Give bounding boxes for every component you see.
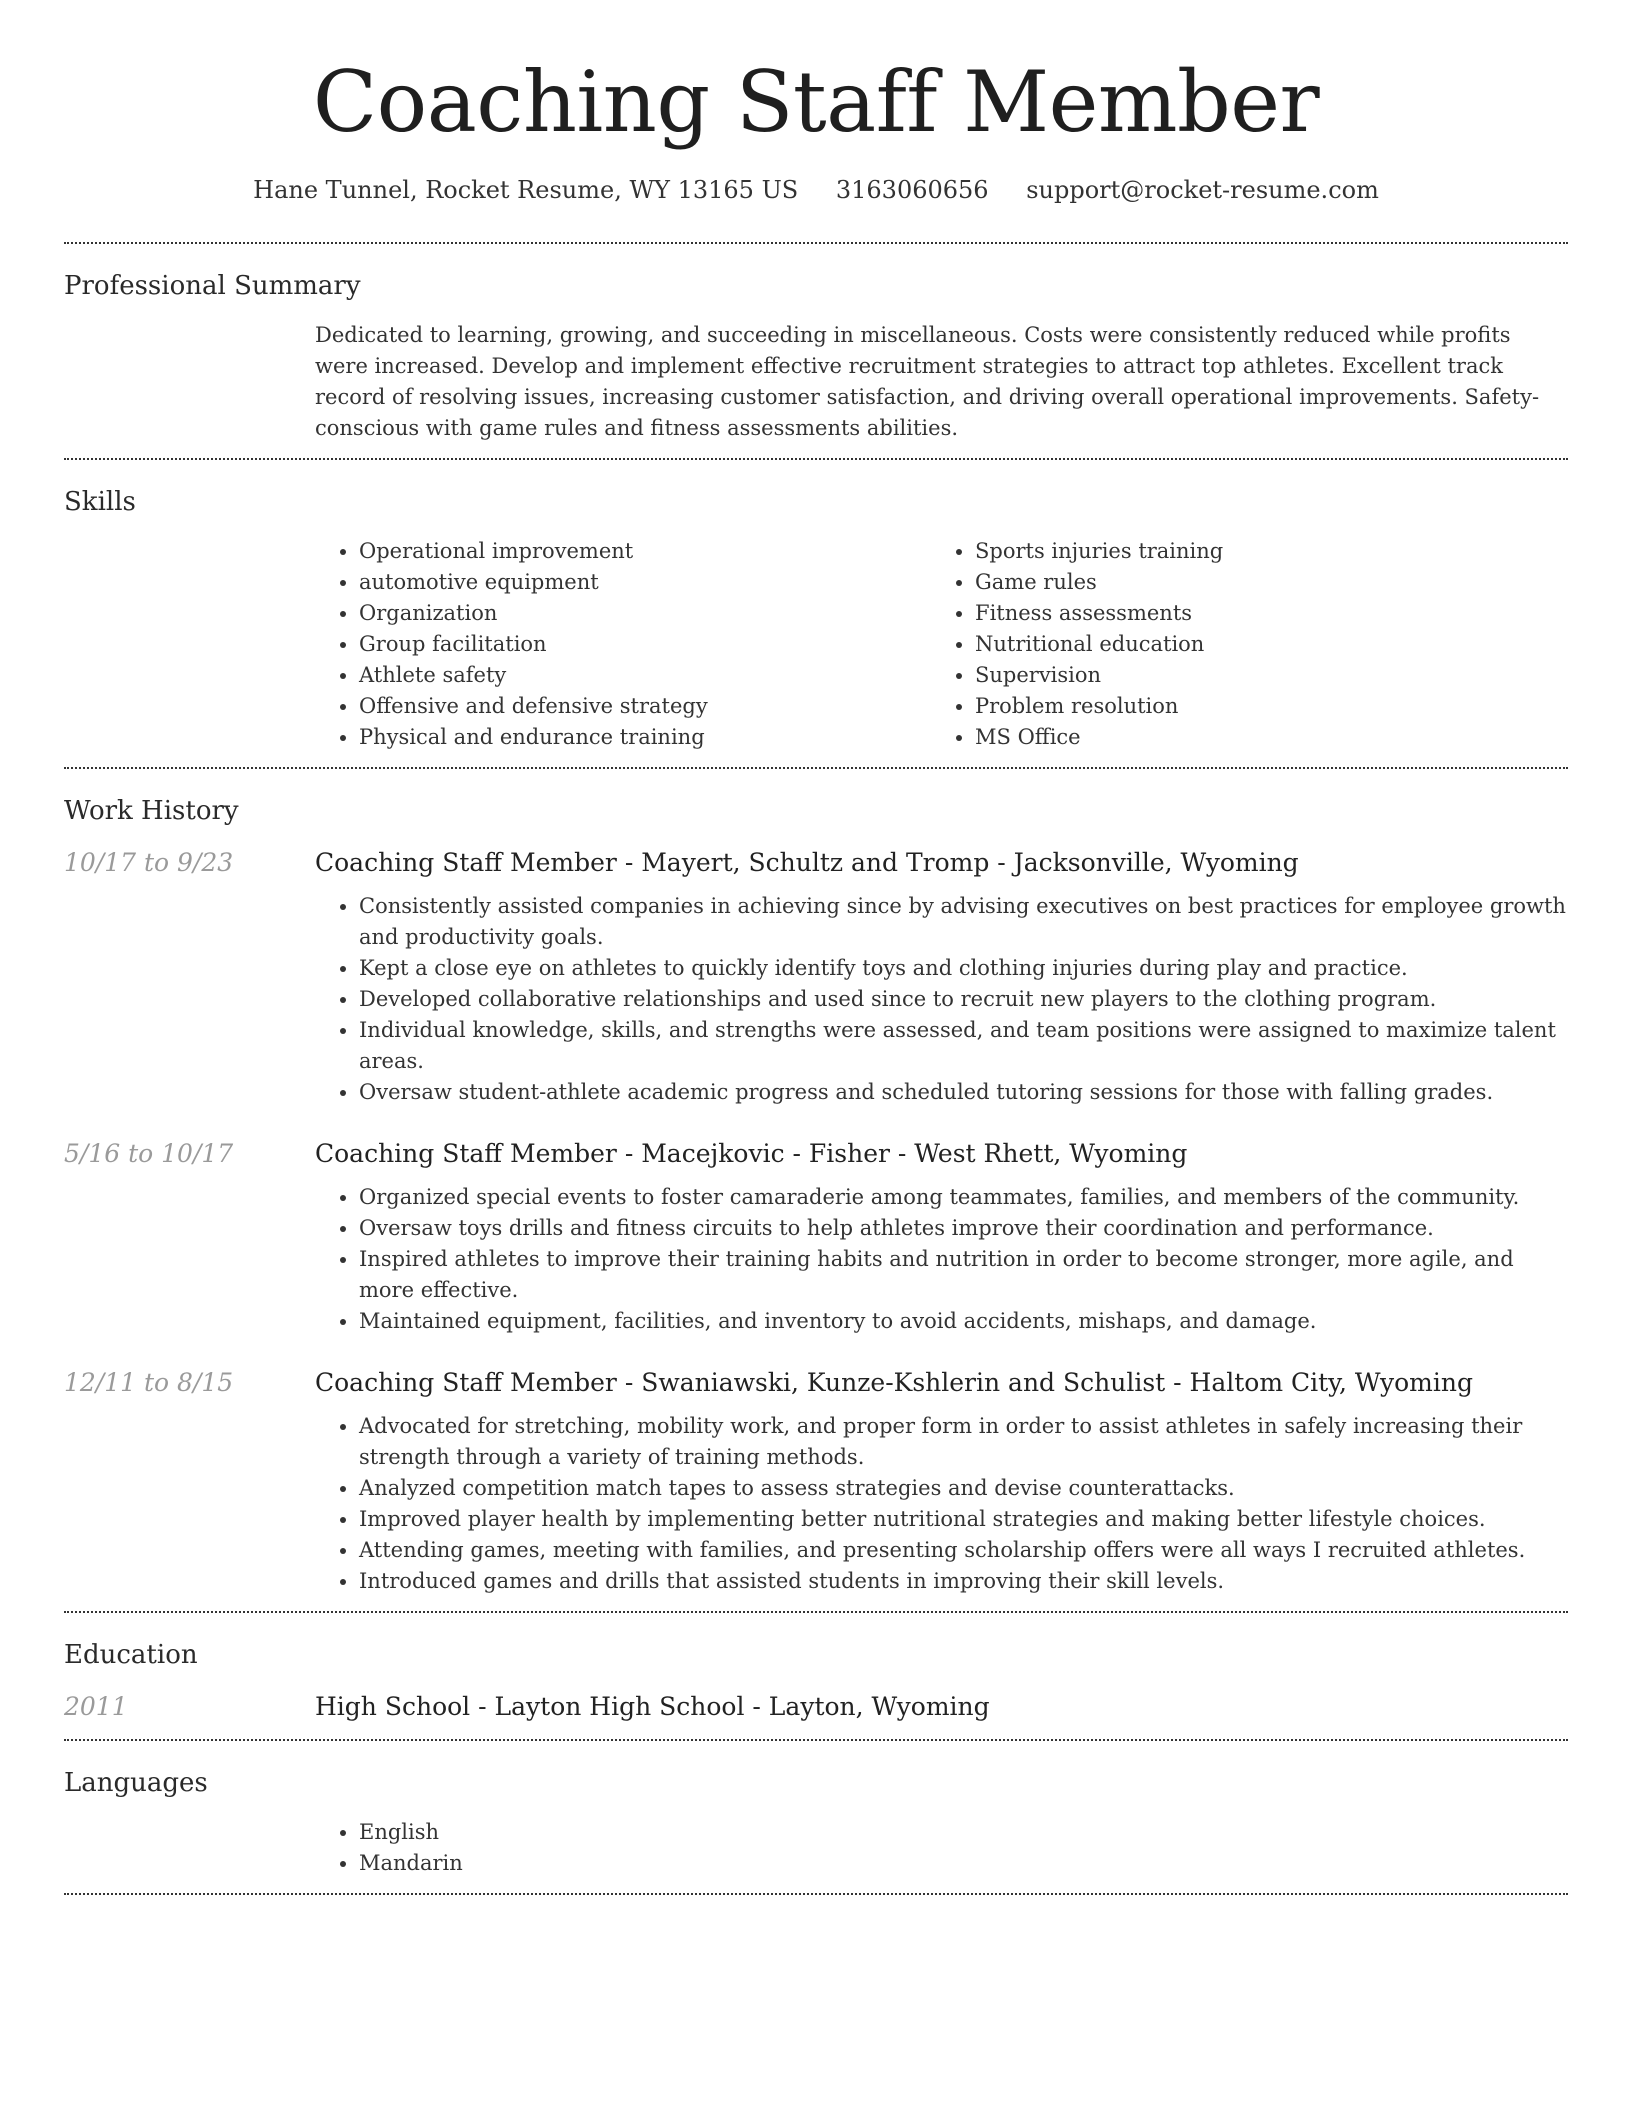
skills-list-left	[315, 536, 931, 753]
skills-column-left	[315, 536, 931, 753]
languages-body	[315, 1817, 1568, 1879]
language-item: • English	[359, 1817, 1568, 1848]
work-bullet: • Individual knowledge, skills, and strengths were assessed, and team positions were assigned to maximize talent areas.	[359, 1015, 1568, 1077]
work-bullet: • Organized special events to foster camaraderie among teammates, families, and members of the community.	[359, 1182, 1568, 1213]
work-history-section	[64, 769, 1568, 1611]
skill-item: • Sports injuries training	[975, 536, 1547, 567]
work-bullet: • Oversaw student-athlete academic progress and scheduled tutoring sessions for those with falling grades.	[359, 1077, 1568, 1108]
work-history-heading: Work History	[64, 796, 239, 826]
contact-line	[64, 172, 1568, 208]
skill-item: • Group facilitation	[359, 629, 931, 660]
languages-section	[64, 1741, 1568, 1893]
work-bullet: • Inspired athletes to improve their training habits and nutrition in order to become stronger, more agile, and more effective.	[359, 1244, 1568, 1306]
skills-heading: Skills	[64, 487, 136, 517]
education-heading: Education	[64, 1640, 198, 1670]
skill-item: • Nutritional education	[975, 629, 1547, 660]
work-entry-details	[315, 1136, 1568, 1337]
languages-heading: Languages	[64, 1768, 208, 1798]
language-item: • Mandarin	[359, 1848, 1568, 1879]
summary-body	[315, 320, 1568, 444]
skill-item: • Athlete safety	[359, 660, 931, 691]
candidate-name: Coaching Staff Member	[312, 53, 1320, 151]
work-entry	[64, 1136, 1568, 1337]
work-bullet: • Kept a close eye on athletes to quickly identify toys and clothing injuries during play and practice.	[359, 953, 1568, 984]
skill-item: • Organization	[359, 598, 931, 629]
skills-section	[64, 460, 1568, 767]
work-entry-details	[315, 845, 1568, 1108]
skill-item: • automotive equipment	[359, 567, 931, 598]
work-entry	[64, 1365, 1568, 1597]
work-entry-bullets	[315, 1182, 1568, 1337]
skill-item: • Offensive and defensive strategy	[359, 691, 931, 722]
skill-item: • Problem resolution	[975, 691, 1547, 722]
education-section	[64, 1613, 1568, 1739]
work-bullet: • Introduced games and drills that assisted students in improving their skill levels.	[359, 1566, 1568, 1597]
work-bullet: • Consistently assisted companies in achieving since by advising executives on best practices for employee growth and productivity goals.	[359, 891, 1568, 953]
skills-grid	[315, 536, 1568, 753]
resume-header	[64, 0, 1568, 208]
work-entry-date: 5/16 to 10/17	[64, 1139, 234, 1168]
work-entry-details	[315, 1365, 1568, 1597]
work-bullet: • Developed collaborative relationships and used since to recruit new players to the clothing program.	[359, 984, 1568, 1015]
work-entry-date: 10/17 to 9/23	[64, 848, 234, 877]
languages-list	[315, 1817, 1568, 1879]
education-title: High School - Layton High School - Layton, Wyoming	[315, 1692, 990, 1721]
work-bullet: • Oversaw toys drills and fitness circuits to help athletes improve their coordination and performance.	[359, 1213, 1568, 1244]
skill-item: • Physical and endurance training	[359, 722, 931, 753]
education-details	[315, 1689, 1568, 1725]
summary-section	[64, 244, 1568, 458]
education-date: 2011	[64, 1692, 128, 1721]
summary-text: Dedicated to learning, growing, and succeeding in miscellaneous. Costs were consistently reduced while profits were increased. Develop and implement effective recruitment strategies to attract top athletes. Excellent track record of resolving issues, increasing customer satisfaction, and driving overall operational improvements. Safety-conscious with game rules and fitness assessments abilities.	[315, 323, 1540, 440]
work-bullet: • Advocated for stretching, mobility work, and proper form in order to assist athletes in safely increasing their strength through a variety of training methods.	[359, 1411, 1568, 1473]
skill-item: • MS Office	[975, 722, 1547, 753]
work-bullet: • Maintained equipment, facilities, and inventory to avoid accidents, mishaps, and damage.	[359, 1306, 1568, 1337]
skill-item: • Fitness assessments	[975, 598, 1547, 629]
skill-item: • Operational improvement	[359, 536, 931, 567]
education-entry	[64, 1689, 1568, 1725]
work-bullet: • Improved player health by implementing better nutritional strategies and making better lifestyle choices.	[359, 1504, 1568, 1535]
contact-address: Hane Tunnel, Rocket Resume, WY 13165 US	[253, 176, 799, 204]
skills-list-right	[931, 536, 1547, 753]
work-entry-date: 12/11 to 8/15	[64, 1368, 234, 1397]
contact-email: support@rocket-resume.com	[1026, 176, 1379, 204]
work-entry-bullets	[315, 891, 1568, 1108]
work-entry-bullets	[315, 1411, 1568, 1597]
work-bullet: • Attending games, meeting with families, and presenting scholarship offers were all ways I recruited athletes.	[359, 1535, 1568, 1566]
work-bullet: • Analyzed competition match tapes to assess strategies and devise counterattacks.	[359, 1473, 1568, 1504]
work-entry	[64, 845, 1568, 1108]
skill-item: • Supervision	[975, 660, 1547, 691]
summary-heading: Professional Summary	[64, 271, 361, 301]
contact-phone: 3163060656	[835, 176, 989, 204]
section-divider	[64, 1893, 1568, 1895]
work-entry-title: Coaching Staff Member - Mayert, Schultz and Tromp - Jacksonville, Wyoming	[315, 848, 1299, 877]
skill-item: • Game rules	[975, 567, 1547, 598]
work-entry-title: Coaching Staff Member - Swaniawski, Kunze-Kshlerin and Schulist - Haltom City, Wyoming	[315, 1368, 1473, 1397]
skills-column-right	[931, 536, 1547, 753]
work-entry-title: Coaching Staff Member - Macejkovic - Fisher - West Rhett, Wyoming	[315, 1139, 1188, 1168]
